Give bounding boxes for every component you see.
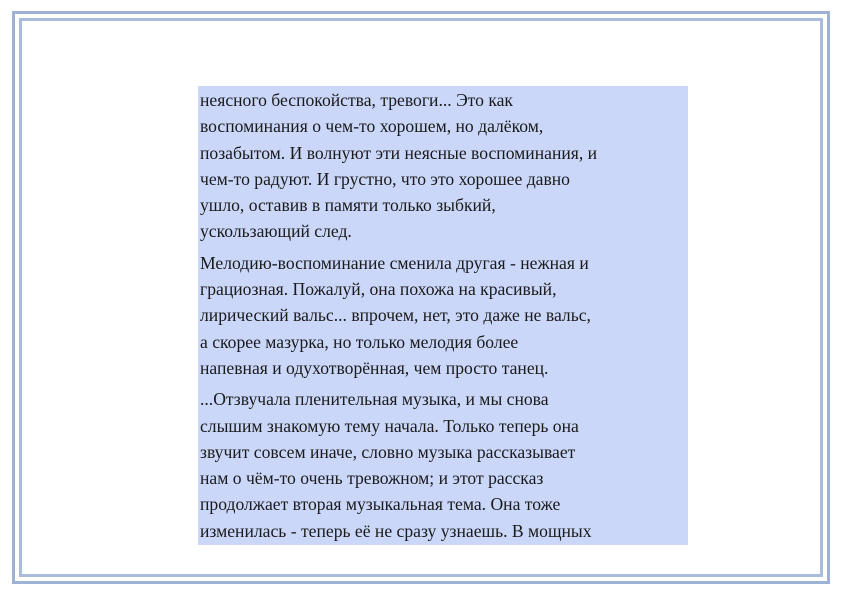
text-line: воспоминания о чем-то хорошем, но далёком, xyxy=(200,116,544,137)
text-line: ушло, оставив в памяти только зыбкий, xyxy=(200,195,496,216)
paragraph-1 xyxy=(200,87,686,245)
text-line: звучит совсем иначе, словно музыка рассказывает xyxy=(200,441,576,462)
paragraph-3 xyxy=(200,386,686,544)
paragraph-2 xyxy=(200,250,686,381)
text-block xyxy=(198,86,688,545)
text-line: слышим знакомую тему начала. Только теперь она xyxy=(200,415,579,436)
text-line: а скорее мазурка, но только мелодия более xyxy=(200,331,519,352)
text-line: чем-то радуют. И грустно, что это хорошее давно xyxy=(200,168,570,189)
text-line: позабытом. И волнуют эти неясные воспоминания, и xyxy=(200,142,598,163)
text-line: ...Отзвучала пленительная музыка, и мы снова xyxy=(200,389,549,410)
text-line: ускользающий след. xyxy=(200,221,352,242)
text-line: продолжает вторая музыкальная тема. Она тоже xyxy=(200,494,561,515)
text-line: изменилась - теперь её не сразу узнаешь. В мощных xyxy=(200,520,592,541)
text-line: нам о чём-то очень тревожном; и этот рассказ xyxy=(200,468,544,489)
text-line: Мелодию-воспоминание сменила другая - нежная и xyxy=(200,252,589,273)
text-line: напевная и одухотворённая, чем просто танец. xyxy=(200,357,549,378)
text-line: неясного беспокойства, тревоги... Это как xyxy=(200,90,513,110)
text-line: грациозная. Пожалуй, она похожа на красивый, xyxy=(200,279,557,300)
text-line: лирический вальс... впрочем, нет, это даже не вальс, xyxy=(200,305,591,326)
